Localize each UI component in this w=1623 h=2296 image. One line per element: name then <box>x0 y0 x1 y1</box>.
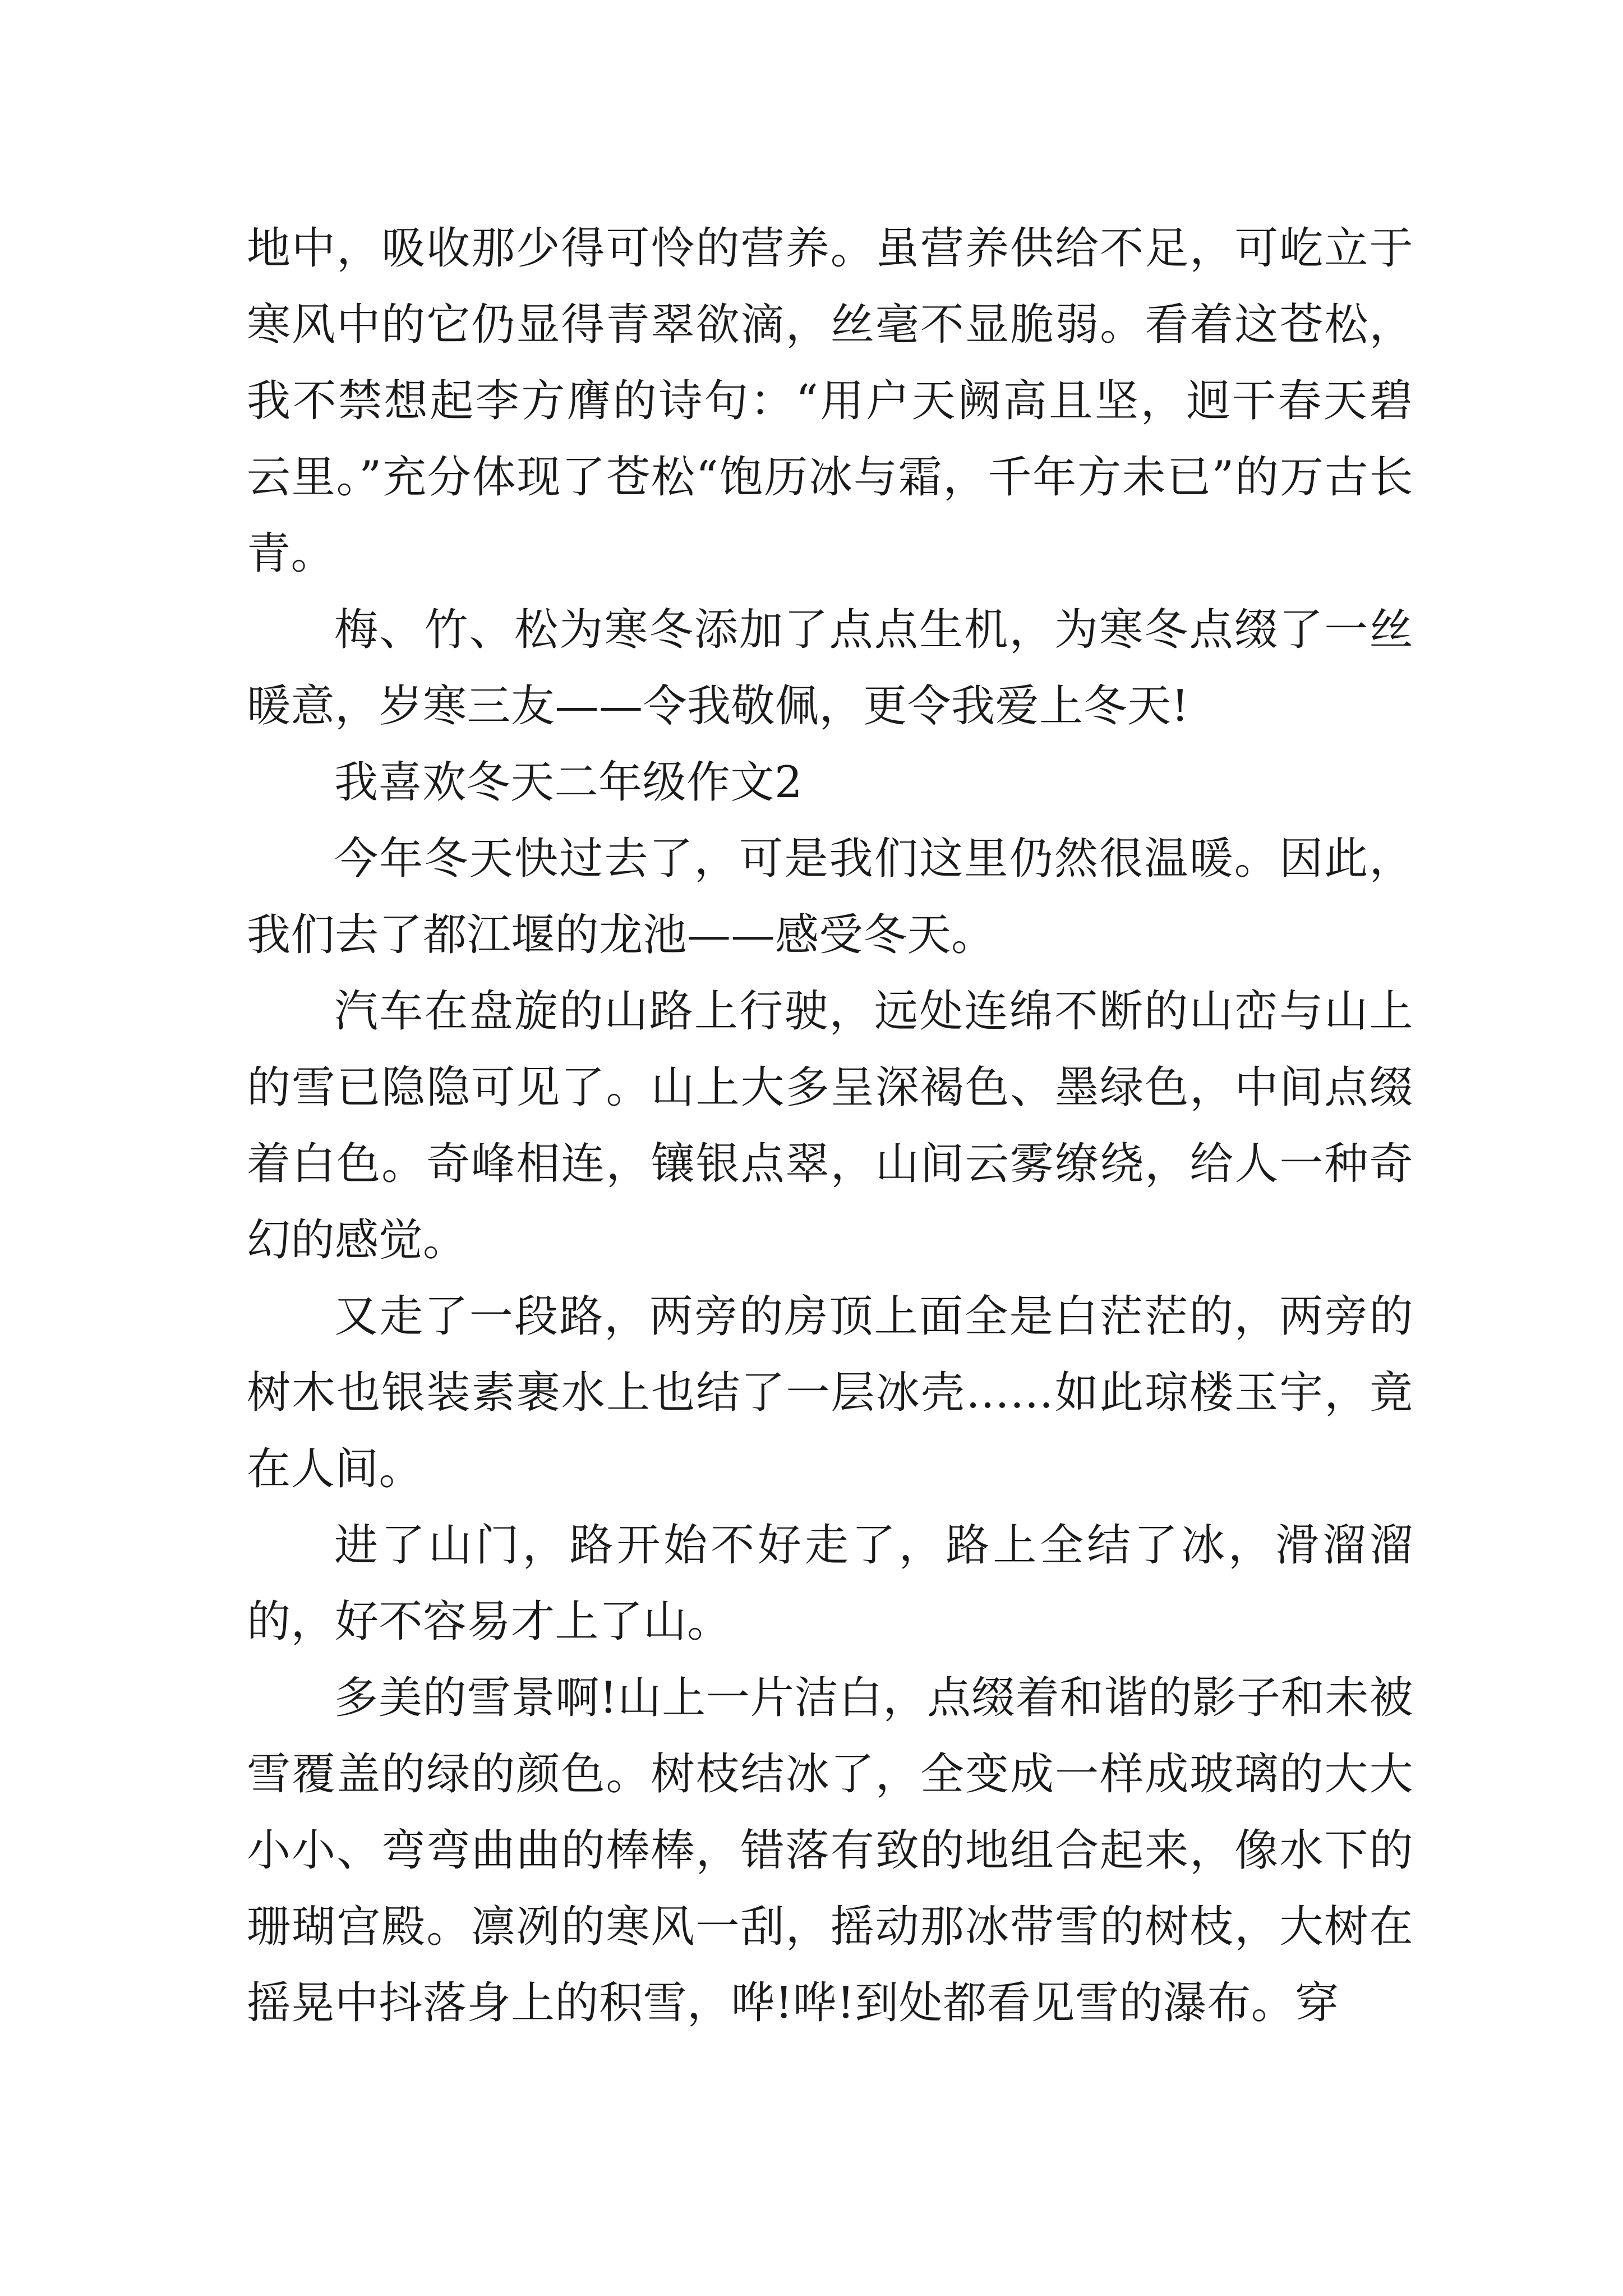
paragraph: 梅、竹、松为寒冬添加了点点生机，为寒冬点缀了一丝暖意，岁寒三友——令我敬佩，更令我爱上冬天! <box>247 605 1413 731</box>
paragraph: 多美的雪景啊!山上一片洁白，点缀着和谐的影子和未被雪覆盖的绿的颜色。树枝结冰了，全变成一样成玻璃的大大小小、弯弯曲曲的棒棒，错落有致的地组合起来，像水下的珊瑚宫殿。凛冽的寒风一刮，摇动那冰带雪的树枝，大树在摇晃中抖落身上的积雪，哗!哗!到处都看见雪的瀑布。穿 <box>247 1673 1413 2028</box>
paragraph: 进了山门，路开始不好走了，路上全结了冰，滑溜溜的，好不容易才上了山。 <box>247 1520 1413 1647</box>
section-heading: 我喜欢冬天二年级作文2 <box>334 757 803 808</box>
paragraph: 汽车在盘旋的山路上行驶，远处连绵不断的山峦与山上的雪已隐隐可见了。山上大多呈深褐色、墨绿色，中间点缀着白色。奇峰相连，镶银点翠，山间云雾缭绕，给人一种奇幻的感觉。 <box>247 986 1413 1266</box>
paragraph: 又走了一段路，两旁的房顶上面全是白茫茫的，两旁的树木也银装素裹水上也结了一层冰壳……如此琼楼玉宇，竟在人间。 <box>247 1291 1413 1494</box>
document-body <box>247 210 1413 2041</box>
paragraph: 地中，吸收那少得可怜的营养。虽营养供给不足，可屹立于寒风中的它仍显得青翠欲滴，丝毫不显脆弱。看着这苍松，我不禁想起李方膺的诗句：“用户天阙高且坚，迥干春天碧云里。”充分体现了苍松“饱历冰与霜，千年方未已”的万古长青。 <box>247 223 1413 579</box>
paragraph: 今年冬天快过去了，可是我们这里仍然很温暖。因此，我们去了都江堰的龙池——感受冬天。 <box>247 834 1413 960</box>
